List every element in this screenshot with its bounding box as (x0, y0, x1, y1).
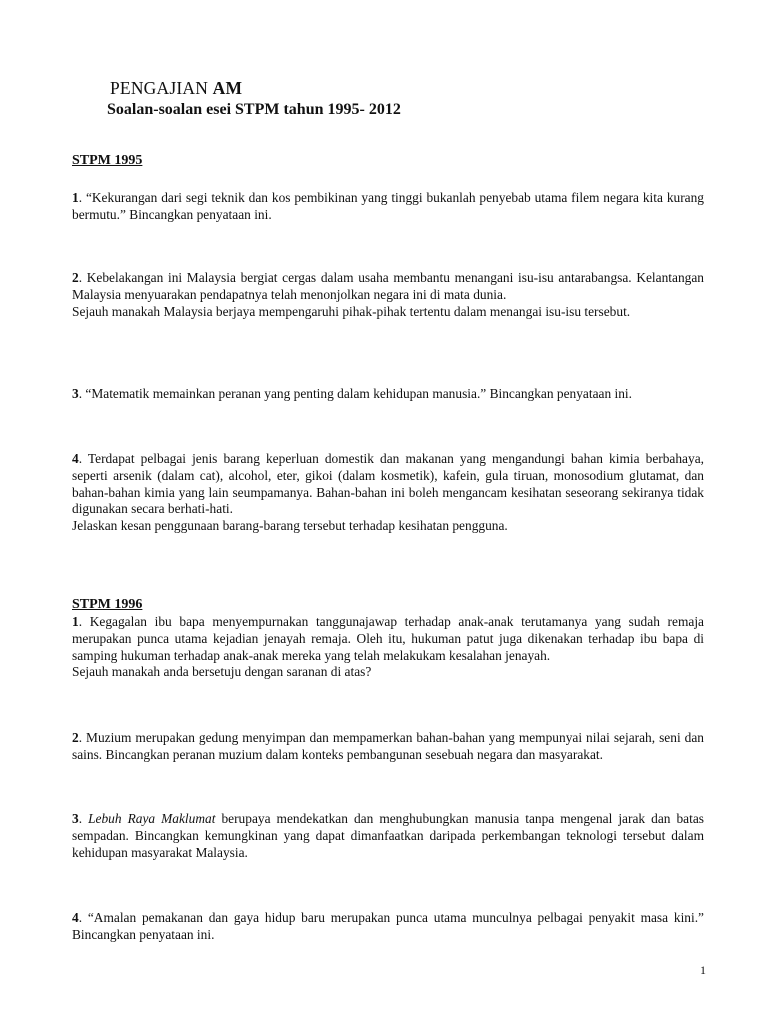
question-prompt: Sejauh manakah Malaysia berjaya mempengaruhi pihak-pihak tertentu dalam menangai isu-isu tersebut. (72, 303, 631, 319)
question-body: Terdapat pelbagai jenis barang keperluan domestik dan makanan yang mengandungi bahan kimia berbahaya, seperti arsenik (dalam cat), alcohol, eter, gikoi (dalam kosmetik), kafein, gula tiruan, monosodium glutamat, dan bahan-bahan kimia yang lain seumpamanya. Bahan-bahan ini boleh mengancam kesihatan seseorang sekiranya tidak digunakan secara berhati-hati. (72, 451, 704, 517)
question-1996-3 (72, 811, 704, 861)
question-text: 3. “Matematik memainkan peranan yang penting dalam kehidupan manusia.” Bincangkan penyataan ini. (72, 386, 633, 401)
question-1995-3 (72, 386, 704, 403)
question-body: “Kekurangan dari segi teknik dan kos pembikinan yang tinggi bukanlah penyebab utama filem negara kita kurang bermutu.” Bincangkan penyataan ini. (72, 190, 704, 222)
title-bold: AM (212, 78, 243, 98)
question-body: “Matematik memainkan peranan yang penting dalam kehidupan manusia.” Bincangkan penyataan ini. (85, 386, 633, 401)
question-number: 1 (72, 614, 79, 629)
page-number: 1 (700, 963, 706, 977)
question-body: Muzium merupakan gedung menyimpan dan mempamerkan bahan-bahan yang mempunyai nilai sejarah, seni dan sains. Bincangkan peranan muzium dalam konteks pembangunan sesebuah negara dan masyarakat. (72, 730, 704, 762)
question-1996-2 (72, 730, 704, 764)
question-body: Kebelakangan ini Malaysia bergiat cergas dalam usaha membantu menangani isu-isu antarabangsa. Kelantangan Malaysia menyuarakan pendapatnya telah menonjolkan negara ini di mata dunia. (72, 270, 704, 302)
question-text: 4. Terdapat pelbagai jenis barang keperluan domestik dan makanan yang mengandungi bahan kimia berbahaya, seperti arsenik (dalam cat), alcohol, eter, gikoi (dalam kosmetik), kafein, gula tiruan, monosodium glutamat, dan bahan-bahan kimia yang lain seumpamanya. Bahan-bahan ini boleh mengancam kesihatan seseorang sekiranya tidak digunakan secara berhati-hati. (72, 451, 704, 517)
question-prompt: Jelaskan kesan penggunaan barang-barang tersebut terhadap kesihatan pengguna. (72, 518, 508, 534)
question-number: 2 (72, 270, 79, 285)
question-body: berupaya mendekatkan dan menghubungkan manusia tanpa mengenal jarak dan batas sempadan. Bincangkan kemungkinan yang dapat dimanfaatkan daripada perkembangan teknologi tersebut dalam kehidupan masyarakat Malaysia. (72, 811, 704, 860)
question-1995-1 (72, 190, 704, 224)
question-number: 4 (72, 910, 79, 925)
question-text: 1. “Kekurangan dari segi teknik dan kos pembikinan yang tinggi bukanlah penyebab utama filem negara kita kurang bermutu.” Bincangkan penyataan ini. (72, 190, 704, 222)
question-number: 1 (72, 190, 79, 205)
section-heading-1996: STPM 1996 (72, 597, 143, 612)
title-regular: PENGAJIAN (110, 78, 213, 98)
question-text: 3. Lebuh Raya Maklumat berupaya mendekatkan dan menghubungkan manusia tanpa mengenal jarak dan batas sempadan. Bincangkan kemungkinan yang dapat dimanfaatkan daripada perkembangan teknologi tersebut dalam kehidupan masyarakat Malaysia. (72, 811, 704, 860)
question-number: 4 (72, 451, 79, 466)
question-body: Kegagalan ibu bapa menyempurnakan tanggunajawap terhadap anak-anak terutamanya yang sudah remaja merupakan punca utama kejadian jenayah remaja. Oleh itu, hukuman patut juga dikenakan terhadap ibu bapa di samping hukuman terhadap anak-anak mereka yang telah melakukam kesalahan jenayah. (72, 614, 704, 663)
question-1996-4 (72, 910, 704, 944)
question-number: 3 (72, 811, 79, 826)
document-subtitle: Soalan-soalan esei STPM tahun 1995- 2012 (107, 101, 401, 118)
question-text: 2. Muzium merupakan gedung menyimpan dan mempamerkan bahan-bahan yang mempunyai nilai sejarah, seni dan sains. Bincangkan peranan muzium dalam konteks pembangunan sesebuah negara dan masyarakat. (72, 730, 704, 762)
question-1995-2 (72, 270, 704, 320)
document-title (110, 78, 242, 99)
question-text: 1. Kegagalan ibu bapa menyempurnakan tanggunajawap terhadap anak-anak terutamanya yang sudah remaja merupakan punca utama kejadian jenayah remaja. Oleh itu, hukuman patut juga dikenakan terhadap ibu bapa di samping hukuman terhadap anak-anak mereka yang telah melakukam kesalahan jenayah. (72, 614, 704, 663)
question-number: 3 (72, 386, 79, 401)
question-1996-1 (72, 614, 704, 681)
question-prompt: Sejauh manakah anda bersetuju dengan saranan di atas? (72, 664, 372, 680)
question-number: 2 (72, 730, 79, 745)
question-italic-term: Lebuh Raya Maklumat (88, 811, 216, 826)
question-1995-4 (72, 451, 704, 535)
question-text: 2. Kebelakangan ini Malaysia bergiat cergas dalam usaha membantu menangani isu-isu antarabangsa. Kelantangan Malaysia menyuarakan pendapatnya telah menonjolkan negara ini di mata dunia. (72, 270, 704, 302)
question-text: 4. “Amalan pemakanan dan gaya hidup baru merupakan punca utama munculnya pelbagai penyakit masa kini.” Bincangkan penyataan ini. (72, 910, 704, 942)
question-body: “Amalan pemakanan dan gaya hidup baru merupakan punca utama munculnya pelbagai penyakit masa kini.” Bincangkan penyataan ini. (72, 910, 704, 942)
section-heading-1995: STPM 1995 (72, 153, 143, 168)
